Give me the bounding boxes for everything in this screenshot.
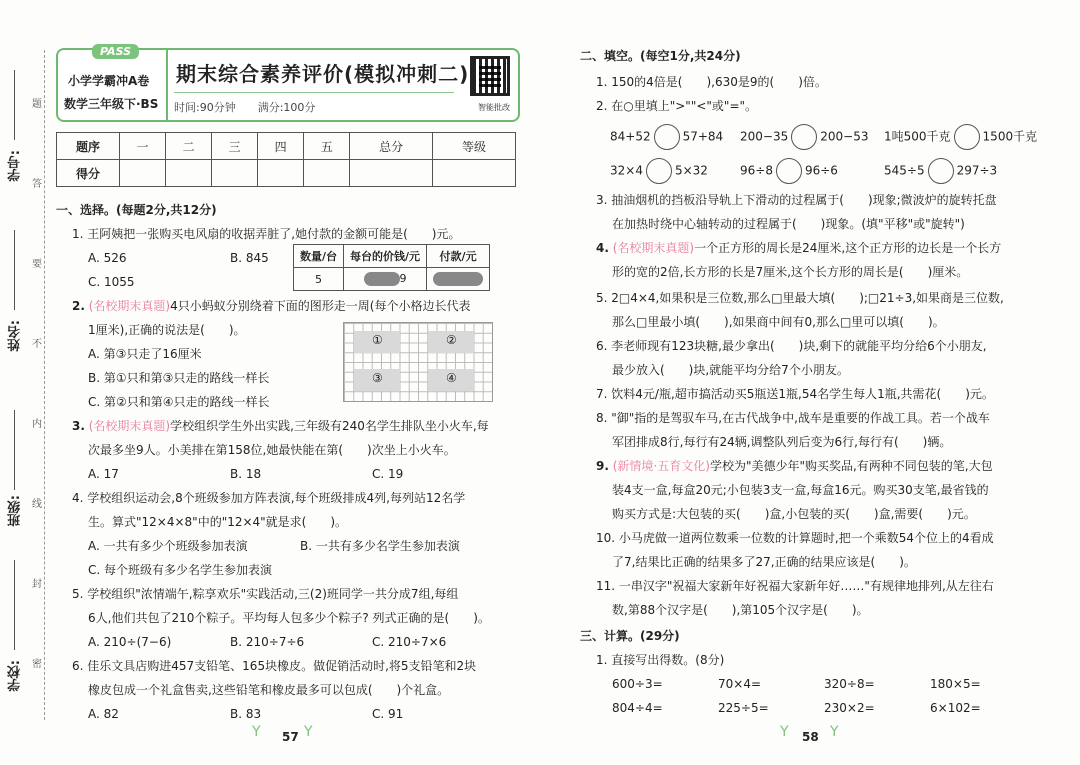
seal-char: 不 [32, 339, 42, 350]
option-b: B. 845 [230, 251, 269, 265]
receipt-table [293, 244, 490, 291]
score-input-cell[interactable] [258, 160, 304, 187]
question-3-cont: 次最多坐9人。小美排在第158位,她最快能在第( )次坐上小火车。 [88, 443, 456, 457]
question-2-cont: 1厘米),正确的说法是( )。 [88, 323, 246, 337]
question-5-cont: 6人,他们共包了210个粽子。平均每人包多少个粽子? 列式正确的是( )。 [88, 611, 490, 625]
student-id-line [14, 70, 15, 140]
receipt-header: 付款/元 [427, 245, 490, 268]
score-table-cell: 二 [166, 133, 212, 160]
calc-item: 225÷5= [718, 701, 769, 715]
fill-question-10-cont: 了7,结果比正确的结果多了27,正确的结果应该是( )。 [612, 555, 916, 569]
fold-line [44, 50, 45, 720]
exam-header [56, 45, 520, 122]
series-name: 小学学霸冲A卷 [68, 74, 150, 88]
score-input-cell[interactable] [120, 160, 166, 187]
option-b: B. 210÷7÷6 [230, 635, 305, 649]
question-tag: (名校期末真题) [88, 299, 171, 313]
option-a: A. 82 [88, 707, 119, 721]
compare-item: 96÷8 96÷6 [740, 158, 838, 184]
section-fill-heading: 二、填空。(每空1分,共24分) [580, 49, 741, 63]
fill-question-2: 2. 在○里填上">""<"或"="。 [596, 99, 758, 113]
compare-item: 1吨500千克 1500千克 [884, 124, 1037, 150]
seal-char: 内 [32, 419, 42, 430]
option-c: C. 210÷7×6 [372, 635, 447, 649]
student-id-label: 学号: [8, 150, 23, 182]
section-choice-heading: 一、选择。(每题2分,共12分) [56, 203, 217, 217]
fill-question-10: 10. 小马虎做一道两位数乘一位数的计算题时,把一个乘数54个位上的4看成 [596, 531, 994, 545]
sprout-icon: Y [252, 724, 261, 740]
fill-question-6: 6. 李老师现有123块糖,最少拿出( )块,剩下的就能平均分给6个小朋友, [596, 339, 987, 353]
score-table-cell: 一 [120, 133, 166, 160]
calc-item: 320÷8= [824, 677, 875, 691]
receipt-header: 数量/台 [294, 245, 344, 268]
score-input-cell[interactable] [212, 160, 258, 187]
option-b: B. 一共有多少名学生参加表演 [300, 539, 460, 553]
class-line [14, 410, 15, 490]
option-c: C. 每个班级有多少名学生参加表演 [88, 563, 273, 577]
fill-question-5: 5. 2□4×4,如果积是三位数,那么□里最大填( );□21÷3,如果商是三位数, [596, 291, 1004, 305]
grade-label: 数学三年级下·BS [64, 97, 159, 111]
seal-char: 题 [32, 99, 42, 110]
seal-char: 线 [32, 499, 42, 510]
option-c: C. 19 [372, 467, 404, 481]
fill-question-11: 11. 一串汉字"祝福大家新年好祝福大家新年好……"有规律地排列,从左往右 [596, 579, 994, 593]
score-table-cell: 四 [258, 133, 304, 160]
option-b: B. 第①只和第③只走的路线一样长 [88, 371, 270, 385]
compare-circle[interactable] [646, 158, 672, 184]
compare-item: 32×4 5×32 [610, 158, 708, 184]
fill-question-3: 3. 抽油烟机的挡板沿导轨上下滑动的过程属于( )现象;微波炉的旋转托盘 [596, 193, 997, 207]
compare-item: 84+52 57+84 [610, 124, 723, 150]
question-4: 4. 学校组织运动会,8个班级参加方阵表演,每个班级排成4列,每列站12名学 [72, 491, 466, 505]
compare-item: 200−35 200−53 [740, 124, 868, 150]
fill-question-1: 1. 150的4倍是( ),630是9的( )倍。 [596, 75, 827, 89]
receipt-cell [344, 268, 427, 291]
option-a: A. 526 [88, 251, 127, 265]
ink-smudge [433, 272, 483, 286]
section-calc-heading: 三、计算。(29分) [580, 629, 680, 643]
calc-item: 6×102= [930, 701, 981, 715]
school-label: 学校: [8, 660, 23, 692]
option-b: B. 83 [230, 707, 262, 721]
fill-question-7: 7. 饮料4元/瓶,超市搞活动买5瓶送1瓶,54名学生每人1瓶,共需花( )元。 [596, 387, 994, 401]
fill-question-9: 9. (新情境·五育文化)学校为"美德少年"购买奖品,有两种不同包装的笔,大包 [596, 459, 993, 473]
score-table-cell: 五 [304, 133, 350, 160]
score-table-score-row [57, 160, 516, 187]
shape-grid-figure [343, 322, 493, 402]
question-5: 5. 学校组织"浓情端午,粽享欢乐"实践活动,三(2)班同学一共分成7组,每组 [72, 587, 459, 601]
score-input-cell[interactable] [166, 160, 212, 187]
binding-gutter [0, 0, 44, 765]
fill-question-8-cont: 军团排成8行,每行有24辆,调整队列后变为6行,每行有( )辆。 [612, 435, 952, 449]
sprout-icon: Y [304, 724, 313, 740]
name-line [14, 230, 15, 310]
seal-char: 答 [32, 179, 42, 190]
calc-item: 230×2= [824, 701, 875, 715]
question-1: 1. 王阿姨把一张购买电风扇的收据弄脏了,她付款的金额可能是( )元。 [72, 227, 461, 241]
compare-circle[interactable] [791, 124, 817, 150]
option-a: A. 17 [88, 467, 119, 481]
option-c: C. 第②只和第④只走的路线一样长 [88, 395, 270, 409]
option-c: C. 91 [372, 707, 404, 721]
fill-question-5-cont: 那么□里最小填( ),如果商中间有0,那么□里可以填( )。 [612, 315, 945, 329]
question-tag: (名校期末真题) [612, 241, 695, 255]
name-label: 姓名: [8, 320, 23, 352]
fill-question-8: 8. "御"指的是驾驭车马,在古代战争中,战车是重要的作战工具。若一个战车 [596, 411, 990, 425]
full-score: 满分:100分 [257, 101, 316, 114]
score-input-cell[interactable] [433, 160, 516, 187]
calc-item: 804÷4= [612, 701, 663, 715]
fill-question-9-cont: 装4支一盒,每盒20元;小包装3支一盒,每盒16元。购买30支笔,最省钱的 [612, 483, 989, 497]
seal-char: 要 [32, 259, 42, 270]
seal-char: 封 [32, 579, 42, 590]
shape-label: ① [372, 333, 383, 347]
exam-info [174, 92, 454, 115]
exam-time: 时间:90分钟 [174, 101, 236, 114]
score-table-cell: 题序 [57, 133, 120, 160]
sprout-icon: Y [780, 724, 789, 740]
question-6-cont: 橡皮包成一个礼盒售卖,这些铅笔和橡皮最多可以包成( )个礼盒。 [88, 683, 450, 697]
calc-item: 600÷3= [612, 677, 663, 691]
question-2: 2. (名校期末真题)4只小蚂蚁分别绕着下面的图形走一周(每个小格边长代表 [72, 299, 471, 313]
option-c: C. 1055 [88, 275, 135, 289]
question-4-cont: 生。算式"12×4×8"中的"12×4"就是求( )。 [88, 515, 348, 529]
fill-question-3-cont: 在加热时绕中心轴转动的过程属于( )现象。(填"平移"或"旋转") [612, 217, 965, 231]
page-number: 57 [282, 730, 299, 744]
calc-item: 70×4= [718, 677, 762, 691]
calc-question-1: 1. 直接写出得数。(8分) [596, 653, 725, 667]
receipt-header: 每台的价钱/元 [344, 245, 427, 268]
score-table-cell: 总分 [350, 133, 433, 160]
fill-question-11-cont: 数,第88个汉字是( ),第105个汉字是( )。 [612, 603, 869, 617]
score-table-cell: 三 [212, 133, 258, 160]
class-label: 班级: [8, 495, 23, 527]
compare-circle[interactable] [928, 158, 954, 184]
question-6: 6. 佳乐文具店购进457支铅笔、165块橡皮。做促销活动时,将5支铅笔和2块 [72, 659, 477, 673]
question-tag: (名校期末真题) [88, 419, 171, 433]
fill-question-6-cont: 最少放入( )块,就能平均分给7个小朋友。 [612, 363, 849, 377]
compare-item: 545÷5 297÷3 [884, 158, 997, 184]
score-table [56, 132, 516, 187]
score-table-header-row [57, 133, 516, 160]
option-a: A. 一共有多少个班级参加表演 [88, 539, 248, 553]
receipt-cell [427, 268, 490, 291]
receipt-cell: 5 [294, 268, 344, 291]
shape-label: ③ [372, 371, 383, 385]
option-a: A. 210÷(7−6) [88, 635, 172, 649]
qr-code-icon [470, 56, 510, 96]
page-number: 58 [802, 730, 819, 744]
option-b: B. 18 [230, 467, 262, 481]
score-table-cell: 等级 [433, 133, 516, 160]
exam-title: 期末综合素养评价(模拟冲刺二) [176, 62, 470, 86]
option-a: A. 第③只走了16厘米 [88, 347, 202, 361]
fill-question-9-cont: 购买方式是:大包装的买( )盒,小包装的买( )盒,需要( )元。 [612, 507, 976, 521]
school-line [14, 560, 15, 650]
ink-smudge [364, 272, 400, 286]
compare-circle[interactable] [776, 158, 802, 184]
series-box [58, 45, 168, 120]
seal-char: 密 [32, 659, 42, 670]
calc-item: 180×5= [930, 677, 981, 691]
shape-label: ④ [446, 371, 457, 385]
question-3: 3. (名校期末真题)学校组织学生外出实践,三年级有240名学生排队坐小火车,每 [72, 419, 489, 433]
question-tag: (新情境·五育文化) [612, 459, 710, 473]
score-input-cell[interactable] [304, 160, 350, 187]
compare-circle[interactable] [954, 124, 980, 150]
score-row-label: 得分 [57, 160, 120, 187]
qr-label: 智能批改 [478, 103, 510, 112]
brand-logo: PASS [92, 44, 139, 59]
shape-label: ② [446, 333, 457, 347]
sprout-icon: Y [830, 724, 839, 740]
fill-question-4: 4. (名校期末真题)一个正方形的周长是24厘米,这个正方形的边长是一个长方 [596, 241, 1002, 255]
score-input-cell[interactable] [350, 160, 433, 187]
compare-circle[interactable] [654, 124, 680, 150]
fill-question-4-cont: 形的宽的2倍,长方形的长是7厘米,这个长方形的周长是( )厘米。 [612, 265, 969, 279]
receipt-cell-partial: 9 [399, 272, 407, 285]
